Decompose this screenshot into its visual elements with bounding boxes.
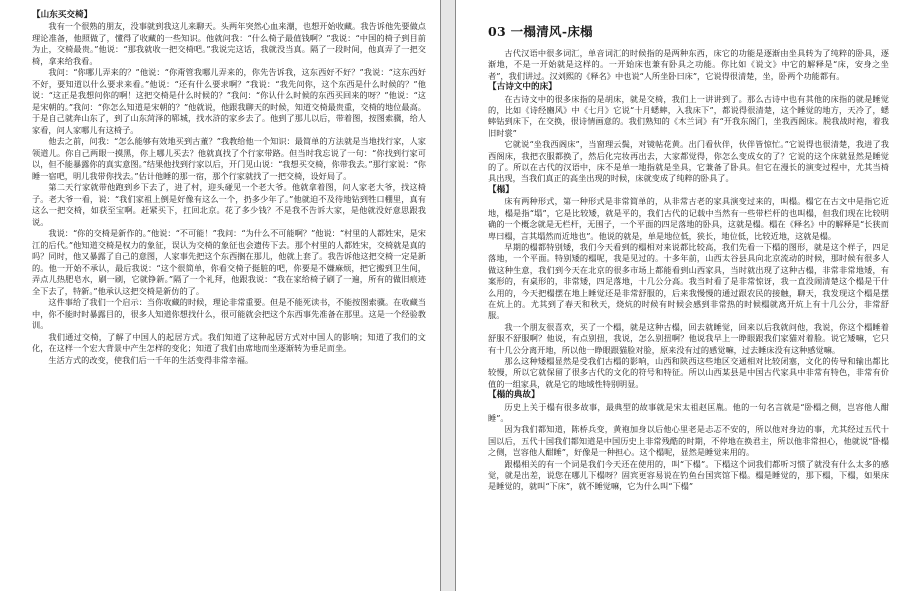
right-page <box>455 0 899 591</box>
paragraph: 生活方式的改变，使我们后一千年的生活变得非常幸福。 <box>48 354 254 365</box>
paragraph: 第二天行家就带他跑到乡下去了，进了村，迎头碰见一个老大爷。他就拿着图，问人家老大爷，找这椅子。老大爷一看，说：“我们家祖上倒是好像有这么一个，扔多少年了。”他就迫不及待地钻到牲口棚里，真有这么一把交椅，如获至宝啊。赶紧买下，扛回北京。花了多少钱？不是我不告诉大家，是他就没好意思跟我说。 <box>32 182 426 227</box>
paragraph: 我们通过交椅，了解了中国人的起居方式。我们知道了这种起居方式对中国人的影响；知道了我们的文化，在这样一个宏大背景中产生怎样的变化；知道了我们由席地而坐逐渐转为垂足而坐。 <box>32 331 426 354</box>
paragraph: 它就说“坐我西阁床”，当窗理云鬓，对镜帖花黄。出门看伙伴，伙伴皆惊忙。”它说得也很清楚，我进了我西阁床，我把衣服都换了，然后化完妆再出去，大家都觉得，你怎么变成女的了？它说的这个床就显然是睡觉的了。所以在古代的汉语中，床不是单一地指就是坐具，它兼备了卧具。但它在漫长的演变过程中，尤其当椅具出现，当我们真正的高坐出现的时候，床就变成了纯粹的卧具了。 <box>488 139 889 184</box>
section-heading-shandong: 【山东买交椅】 <box>32 10 93 20</box>
paragraph: 在古诗文中的很多床指的是胡床，就是交椅，我们上一讲讲到了。那么古诗中也有其他的床指的就是睡觉的，比如《诗经豳风》中《七月》它说“十月蟋蟀，入我床下”，都说得很清楚，这个睡觉的地方，天冷了，蟋蟀钻到床下，在交换，很诗情画意的。我们熟知的《木兰词》有“开我东阁门，坐我西阁床。脱我战时袍，着我旧时裳” <box>488 93 889 138</box>
section-heading: 【榻的典故】 <box>488 390 540 401</box>
section-heading: 【榻】 <box>488 184 514 195</box>
paragraph: 早期的榻都特别矮，我们今天看到的榻相对来说都比较高，我们先看一下榻的图形，就是这个样子，四足落地，一个平面。特别矮的榻呢，我是见过的。十多年前，山西太谷县具向北京流动的时候，那时候有很多人做这种生意，我们到今天在北京的很多市场上都能看到山西家具，当时就出现了这种古榻，非常非常地矮，有案形的，有桌形的，非常矮，四足落地，十几公分高。我当时看了是非常惊讶，我一直没闹清楚这个榻是干什么用的，今天把榻摆在地上睡觉还是非常舒服的，后来我慢慢的通过跟农民的接触，聊天，我发现这个榻是摆在炕上的。尤其到了春天和秋天，烧炕的时候有时候会感到非常热的时候榻就离开炕上有十几公分，非常舒服。 <box>488 241 889 321</box>
section-heading: 【古诗文中的床】 <box>488 82 557 93</box>
paragraph: 我说：“你的交椅是新作的。”他说：“不可能！”我问：“为什么不可能啊？”他说：“村里的人都姓宋，是宋江的后代。”他知道交椅是权力的象征，误认为交椅的象征也会遗传下去。那个村里的人都姓宋，交椅就是真的吗？同时，他又暴露了自己的意图，人家事先把这个东西搁在那儿，他就上套了。我告诉他这把交椅一定是新的。他一开始不承认，最后我说：“这个很简单，你看交椅子挺脏的吧，你要是不嫌麻烦，把它搬到卫生间，弄点儿热肥皂水，刷一刷，它就铮新。”隔了一个礼拜，他跟我说：“我在家给椅子刷了一遍，所有的做旧痕迹全下去了，特新。”他承认这把交椅是新仿的了。 <box>32 228 426 296</box>
paragraph: 我一个朋友很喜欢，买了一个榻，就是这种古榻，回去就睡觉，回来以后我就问他，我说，你这个榻睡着舒服不舒服啊？他说，有点别扭，我说，怎么别扭啊？他说我早上一睁眼跟我们家猫对着脸。说它矮嘛，它只有十几公分离开地，所以他一睁眼跟猫脸对脸，原来没有过的感觉嘛，过去睡床没有这种感觉嘛。 <box>488 321 889 355</box>
paragraph: 因为我们都知道，陈桥兵变，黄袍加身以后他心里老是忐忑不安的，所以他对身边的事，尤其经过五代十国以后，五代十国我们都知道是中国历史上非常残酷的时期，不停地在换君主，所以他非常担心，他就说“卧榻之侧，岂容他人酣睡”，好像是一种担心。这个榻呢，显然是睡觉来用的。 <box>488 424 889 458</box>
paragraph: 那么这种矮榻显然是受我们古榻的影响，山西和陕西这些地区交通相对比较闭塞，文化的传导和输出都比较慢，所以它就保留了很多古代的文化的符号和特征。所以山西某县是中国古代家具中非常有特色，非常有价值的一组家具，就是它的地域性特别明显。 <box>488 355 889 389</box>
paragraph: 历史上关于榻有很多故事，最典型的故事就是宋太祖赵匡胤。他的一句名言就是“卧榻之侧，岂容他人酣睡”。 <box>488 401 889 423</box>
left-page <box>8 0 441 591</box>
chapter-title: 03 一榻清风-床榻 <box>488 24 593 39</box>
page-gutter <box>441 0 455 591</box>
paragraph: 床有两种形式，第一种形式是非常简单的，从非常古老的家具演变过来的，叫榻。榻它在古文中是指它近地，榻是指“塌”，它是比较矮，就是平的，我们古代的记载中当然有一些带栏杆的也叫榻，但我们现在比较明确的一个概念就是无栏杆，无围子，一个平面的四足落地的卧具，这就是榻。榻在《释名》中的解释是“长狭而卑曰榻，言其塌然而近地也”。他说的就是，单是地位低，狭长，地位低，比较近地，这就是榻。 <box>488 196 889 241</box>
right-page-content <box>488 48 889 493</box>
paragraph: 这件事给了我们一个启示：当你收藏的时候，理论非常重要。但是不能死读书，不能按图索骥。在收藏当中，你不能时时暴露目的，很多人知道你想找什么，很可能就会把这个东西事先准备在那里。这是一个经验教训。 <box>32 297 426 331</box>
paragraph: 跟榻相关的有一个词是我们今天还在使用的，叫“下榻”。下榻这个词我们都听习惯了就没有什么太多的感觉，就是出差，说您在哪儿下榻呀？固宾更容易说在钓鱼台国宾馆下榻。榻是睡觉的，那下榻，下榻，如果床是睡觉的，就叫“下床”，就不睡觉嘛，它为什么叫“下榻” <box>488 458 889 492</box>
paragraph: 我问：“你哪儿弄来的？”他说：“你甭管我哪儿弄来的，你先告诉我，这东西好不好？”我说：“这东西好不好，要知道以什么要求来看。”他说：“还有什么要求啊？”我说：“我先问你，这个东西是什么时候的？”他说：“这正是我想问你的啊！这把交椅是什么时候的？”我问：“你认什么时候的东西买回来的呀？”他说：“这是宋朝的。”我问：“你怎么知道是宋朝的？”他就说，他跟我聊天的时候，知道交椅最贵重，交椅的地位最高。于是自己就奔山东了，到了山东菏泽的郓城，找水浒的家乡去了。他到了那儿以后，带着图，按图索骥，给人家看，问人家哪儿有这椅子。 <box>32 67 426 135</box>
paragraph: 古代汉语中很多词汇，单音词汇的时候指的是两种东西，床它的功能是逐渐由坐具转为了纯粹的卧具，逐渐地，不是一开始就是这样的。一开始床也兼有卧具之功能。你比如《说文》中它的解释是“床，安身之坐者”，我们讲过。汉刘熙的《释名》中也说“人所坐卧曰床”，它说得很清楚，坐，卧两个功能都有。 <box>488 48 889 81</box>
paragraph: 他去之前，问我：“怎么能够有效地买到古董？”我教给他一个知识：最简单的方法就是当地找行家，人家领道儿。你自己两眼一摸黑，你上哪儿买去？他就真找了个行家带路。但当时我忘说了一句：“你找到行家可以，但不能暴露你的真实意图。”结果他找到行家以后，开门见山说：“我想买交椅，你带我去。”那行家说：“你睡一宿吧，明儿我带你找去。”估计他睡的那一宿，那个行家就找了一把交椅，设好局了。 <box>32 136 426 181</box>
paragraph: 我有一个很熟的朋友，没事就到我这儿来聊天。头两年突然心血来潮，也想开始收藏。我告诉他先要做点理论准备，他照做了，懂得了收藏的一些知识。他就问我：“什么椅子最值钱啊？”我说：“中国的椅子到目前为止，交椅最贵。”他说：“那我就收一把交椅吧。”我说完这话，我就没当真。隔了一段时间，他真弄了一把交椅，拿来给我看。 <box>32 21 426 66</box>
